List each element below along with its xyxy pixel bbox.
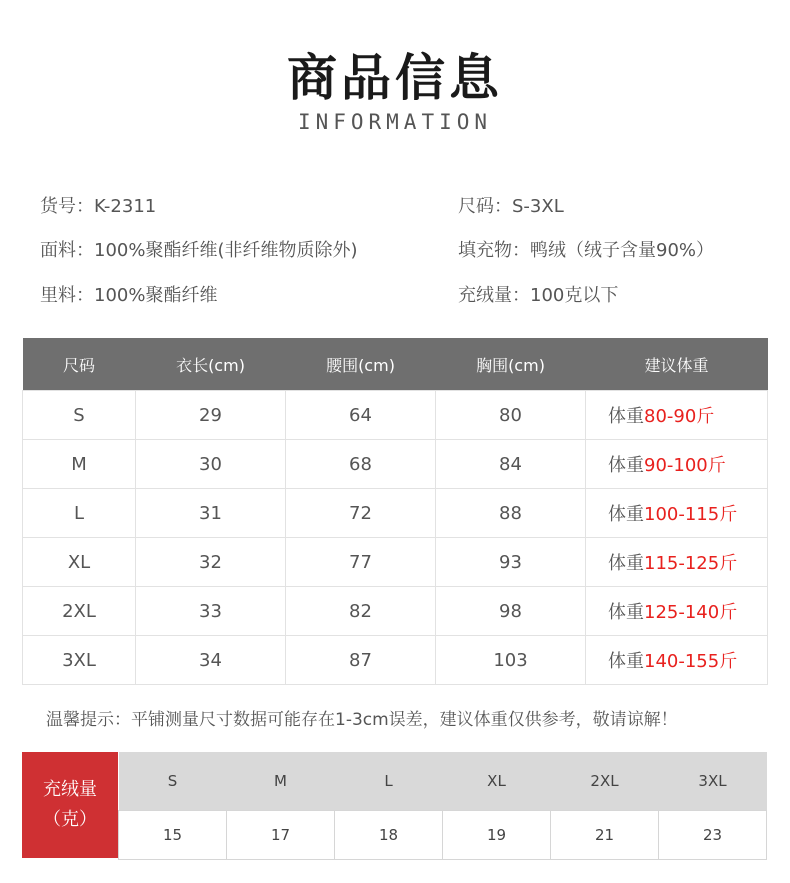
weight-range: 100-115斤 bbox=[644, 504, 738, 525]
fill-value-3xl: 23 bbox=[659, 811, 767, 860]
header-length: 衣长(cm) bbox=[136, 338, 286, 391]
weight-prefix: 体重 bbox=[608, 455, 644, 476]
measurement-notice: 温馨提示：平铺测量尺寸数据可能存在1-3cm误差，建议体重仅供参考，敬请谅解！ bbox=[46, 710, 678, 730]
cell-weight bbox=[586, 538, 768, 587]
fill-size-3xl: 3XL bbox=[659, 752, 767, 811]
cell-length: 34 bbox=[136, 636, 286, 685]
weight-prefix: 体重 bbox=[608, 504, 644, 525]
table-row bbox=[23, 489, 768, 538]
cell-length: 30 bbox=[136, 440, 286, 489]
cell-waist: 77 bbox=[286, 538, 436, 587]
fill-amount-table bbox=[118, 752, 767, 860]
cell-waist: 72 bbox=[286, 489, 436, 538]
header-weight: 建议体重 bbox=[586, 338, 768, 391]
fill-size-2xl: 2XL bbox=[551, 752, 659, 811]
cell-size: M bbox=[23, 440, 136, 489]
cell-weight bbox=[586, 391, 768, 440]
fill-value-m: 17 bbox=[227, 811, 335, 860]
cell-weight bbox=[586, 587, 768, 636]
size-chart-table bbox=[22, 338, 768, 685]
fill-size-row bbox=[119, 752, 767, 811]
cell-size: 2XL bbox=[23, 587, 136, 636]
table-row bbox=[23, 538, 768, 587]
cell-size: S bbox=[23, 391, 136, 440]
table-row bbox=[23, 440, 768, 489]
cell-chest: 80 bbox=[436, 391, 586, 440]
cell-chest: 93 bbox=[436, 538, 586, 587]
header-chest: 胸围(cm) bbox=[436, 338, 586, 391]
fill-size-s: S bbox=[119, 752, 227, 811]
fill-value-s: 15 bbox=[119, 811, 227, 860]
cell-chest: 98 bbox=[436, 587, 586, 636]
fill-amount-label bbox=[22, 752, 118, 858]
weight-prefix: 体重 bbox=[608, 602, 644, 623]
fill-size-xl: XL bbox=[443, 752, 551, 811]
page-title: 商品信息 bbox=[287, 49, 503, 107]
weight-range: 115-125斤 bbox=[644, 553, 738, 574]
cell-waist: 64 bbox=[286, 391, 436, 440]
fill-value-l: 18 bbox=[335, 811, 443, 860]
spec-item-no: 货号：K-2311 bbox=[40, 196, 157, 217]
cell-weight bbox=[586, 636, 768, 685]
cell-chest: 103 bbox=[436, 636, 586, 685]
cell-length: 31 bbox=[136, 489, 286, 538]
cell-weight bbox=[586, 489, 768, 538]
weight-range: 80-90斤 bbox=[644, 406, 715, 427]
cell-waist: 82 bbox=[286, 587, 436, 636]
cell-size: 3XL bbox=[23, 636, 136, 685]
cell-length: 29 bbox=[136, 391, 286, 440]
weight-range: 90-100斤 bbox=[644, 455, 726, 476]
weight-prefix: 体重 bbox=[608, 406, 644, 427]
cell-size: XL bbox=[23, 538, 136, 587]
cell-weight bbox=[586, 440, 768, 489]
fill-value-2xl: 21 bbox=[551, 811, 659, 860]
fill-value-xl: 19 bbox=[443, 811, 551, 860]
spec-lining: 里料：100%聚酯纤维 bbox=[40, 285, 218, 306]
cell-length: 32 bbox=[136, 538, 286, 587]
weight-prefix: 体重 bbox=[608, 651, 644, 672]
weight-prefix: 体重 bbox=[608, 553, 644, 574]
fill-label-line2: （克） bbox=[43, 809, 97, 830]
cell-waist: 68 bbox=[286, 440, 436, 489]
fill-label-line1: 充绒量 bbox=[43, 779, 97, 800]
size-chart-header-row bbox=[23, 338, 768, 391]
table-row bbox=[23, 391, 768, 440]
cell-size: L bbox=[23, 489, 136, 538]
spec-size-range: 尺码：S-3XL bbox=[458, 196, 564, 217]
fill-size-l: L bbox=[335, 752, 443, 811]
cell-chest: 84 bbox=[436, 440, 586, 489]
fill-value-row bbox=[119, 811, 767, 860]
table-row bbox=[23, 636, 768, 685]
cell-chest: 88 bbox=[436, 489, 586, 538]
header-size: 尺码 bbox=[23, 338, 136, 391]
cell-waist: 87 bbox=[286, 636, 436, 685]
spec-fabric: 面料：100%聚酯纤维(非纤维物质除外) bbox=[40, 240, 358, 261]
spec-fill-amount: 充绒量：100克以下 bbox=[458, 285, 619, 306]
fill-size-m: M bbox=[227, 752, 335, 811]
table-row bbox=[23, 587, 768, 636]
weight-range: 125-140斤 bbox=[644, 602, 738, 623]
header-waist: 腰围(cm) bbox=[286, 338, 436, 391]
weight-range: 140-155斤 bbox=[644, 651, 738, 672]
spec-filling: 填充物：鸭绒（绒子含量90%） bbox=[458, 240, 715, 261]
cell-length: 33 bbox=[136, 587, 286, 636]
page-subtitle: INFORMATION bbox=[297, 110, 493, 134]
